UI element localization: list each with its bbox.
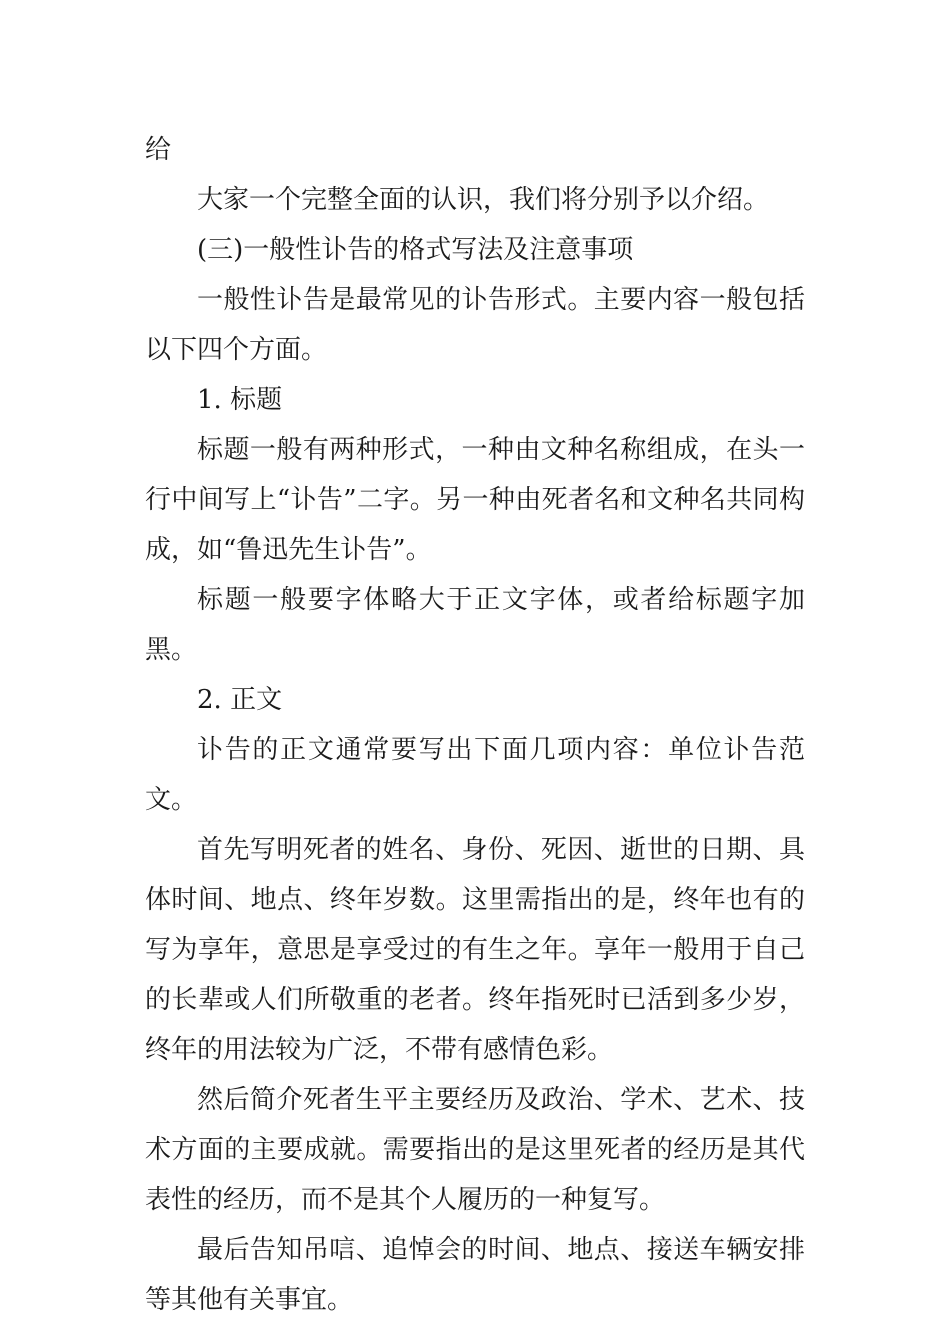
paragraph-overview: 一般性讣告是最常见的讣告形式。主要内容一般包括以下四个方面。: [145, 285, 805, 365]
paragraph-intro: 大家一个完整全面的认识，我们将分别予以介绍。: [197, 185, 770, 215]
paragraph-title-forms: 标题一般有两种形式，一种由文种名称组成，在头一行中间写上“讣告”二字。另一种由死者名和文种名共同构成，如“鲁迅先生讣告”。: [145, 435, 805, 565]
paragraph-then: 然后简介死者生平主要经历及政治、学术、艺术、技术方面的主要成就。需要指出的是这里死者的经历是其代表性的经历，而不是其个人履历的一种复写。: [145, 1085, 805, 1215]
section-heading: (三)一般性讣告的格式写法及注意事项: [197, 235, 634, 265]
subheading-body: 2. 正文: [197, 685, 283, 715]
paragraph-title-font: 标题一般要字体略大于正文字体，或者给标题字加黑。: [145, 585, 805, 665]
paragraph-first: 首先写明死者的姓名、身份、死因、逝世的日期、具体时间、地点、终年岁数。这里需指出的是，终年也有的写为享年，意思是享受过的有生之年。享年一般用于自己的长辈或人们所敬重的老者。终年指死时已活到多少岁，终年的用法较为广泛，不带有感情色彩。: [145, 835, 805, 1065]
paragraph-body-items: 讣告的正文通常要写出下面几项内容：单位讣告范文。: [145, 735, 805, 815]
document-page: [145, 125, 805, 1325]
subheading-title: 1. 标题: [197, 385, 283, 415]
paragraph-finally: 最后告知吊唁、追悼会的时间、地点、接送车辆安排等其他有关事宜。: [145, 1235, 805, 1315]
paragraph-continuation: 给: [145, 135, 172, 165]
